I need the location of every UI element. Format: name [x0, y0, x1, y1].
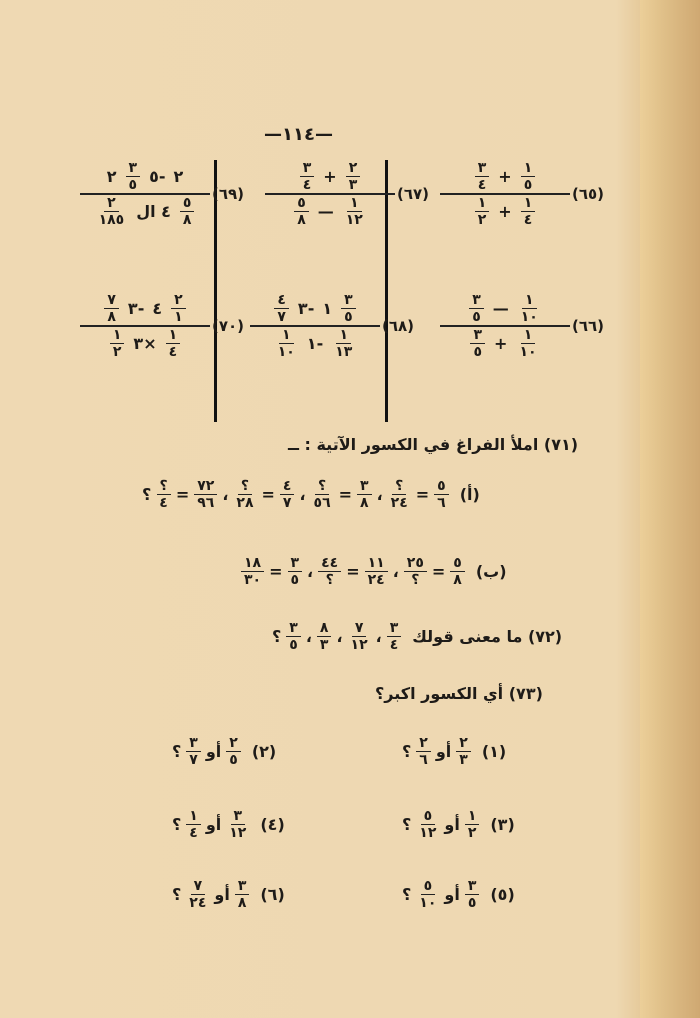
problem-number: (٦٦): [572, 316, 605, 335]
operator: ،: [336, 627, 343, 646]
numerator: ٧: [191, 878, 206, 895]
term: ×٣: [133, 333, 157, 353]
problem-number: (٧٠): [212, 316, 245, 335]
denominator: ١٢: [350, 637, 368, 653]
fraction: [416, 808, 439, 841]
denominator: ٤: [159, 495, 168, 511]
numerator: ٣: [387, 620, 402, 637]
denominator: ١٠: [277, 343, 295, 360]
operator: ،: [375, 627, 382, 646]
book-spine-edge: [640, 0, 700, 1018]
denominator: ٣: [348, 177, 358, 193]
fraction-stack: [265, 160, 395, 228]
operator: =: [261, 485, 275, 504]
operator: ،: [307, 562, 314, 581]
fraction-stack: [440, 160, 570, 228]
fraction: [317, 620, 332, 653]
problem-number: (٦٩): [212, 184, 245, 203]
operator: =: [175, 485, 190, 504]
denominator: ٥: [472, 309, 481, 325]
term: -١: [306, 333, 324, 353]
denominator: ٤: [523, 211, 533, 228]
denominator: ٥: [290, 572, 300, 588]
denominator: ٨: [182, 211, 192, 228]
numerator: ٣: [231, 808, 246, 825]
numerator-expression: [472, 160, 539, 193]
q71-title: (٧١) املأ الفراغ في الكسور الآتية : ــ: [288, 435, 579, 454]
numerator-expression: [105, 160, 185, 193]
numerator: ٣: [470, 327, 485, 344]
fraction: [388, 478, 411, 511]
numerator: ؟: [315, 478, 329, 495]
term: ٤: [152, 299, 163, 318]
numerator: ٢: [171, 292, 186, 309]
operator: =: [415, 485, 430, 504]
denominator-expression: [107, 327, 183, 360]
fraction: [226, 808, 249, 841]
denominator: ٨: [237, 895, 247, 911]
denominator: ٤: [477, 177, 487, 193]
fraction: [233, 478, 256, 511]
denominator: ٩٦: [197, 495, 215, 511]
denominator: ٢٤: [367, 572, 385, 588]
term: +: [498, 201, 512, 221]
numerator: ١: [465, 808, 480, 825]
numerator: ٣: [469, 292, 484, 309]
denominator: ٥: [128, 177, 138, 193]
fraction: [341, 292, 356, 325]
fraction: [470, 327, 485, 360]
fraction: [348, 620, 371, 653]
question-mark: ؟: [172, 815, 182, 834]
denominator: ٥: [473, 343, 483, 360]
fraction: [346, 160, 361, 193]
denominator: ٢٨: [236, 495, 254, 511]
fraction: [171, 292, 186, 325]
complex-fraction-69: [80, 160, 244, 228]
numerator: ٤٤: [318, 555, 341, 572]
denominator: ٧: [282, 495, 292, 511]
or-word: أو: [444, 885, 460, 904]
fraction: [186, 878, 209, 911]
numerator: ٥: [180, 195, 195, 212]
numerator: ؟: [238, 478, 252, 495]
numerator: ٣: [357, 478, 372, 495]
numerator: ٥: [421, 808, 436, 825]
question-mark: ؟: [172, 742, 182, 761]
fraction: [280, 478, 295, 511]
q73-title: (٧٣) أي الكسور اكبر؟: [375, 684, 543, 703]
operator: ،: [392, 562, 399, 581]
numerator: ٣: [475, 160, 490, 177]
fraction: [475, 195, 490, 228]
operator: =: [269, 562, 283, 581]
fraction: [186, 808, 201, 841]
term: +: [494, 333, 508, 353]
fraction: [521, 160, 536, 193]
page-number: —١١٤—: [264, 124, 333, 145]
numerator: ٧٢: [194, 478, 217, 495]
or-word: أو: [444, 815, 460, 834]
numerator: ٧: [352, 620, 367, 637]
q71-part-b: [238, 555, 507, 588]
question-mark: ؟: [172, 885, 182, 904]
denominator: ٨: [297, 211, 306, 228]
numerator: ٤: [280, 478, 295, 495]
numerator: ١: [475, 195, 490, 212]
q72-label: (٧٢) ما معنى قولك: [412, 627, 563, 646]
fraction: [516, 327, 539, 360]
operator: =: [338, 485, 353, 504]
fraction: [166, 327, 181, 360]
numerator: ١: [110, 327, 125, 344]
denominator: ١٢: [419, 825, 437, 841]
fraction: [318, 555, 341, 588]
numerator: ٥: [421, 878, 436, 895]
term: ١: [322, 299, 333, 318]
numerator: ٥: [450, 555, 465, 572]
numerator-expression: [271, 292, 358, 325]
denominator: ٨: [453, 572, 462, 588]
operator: ،: [305, 627, 312, 646]
numerator: ١٨: [241, 555, 264, 572]
denominator: ٢: [467, 825, 477, 841]
denominator: ٢٤: [390, 495, 408, 511]
denominator: ؟: [325, 572, 334, 588]
part-label: (ب): [475, 562, 507, 581]
numerator: ٣: [235, 878, 250, 895]
item-number: (٣): [490, 815, 515, 834]
q73-item-6: [170, 878, 285, 911]
fraction: [226, 735, 241, 768]
question-mark: ؟: [402, 885, 412, 904]
denominator: ٣٠: [244, 572, 262, 588]
numerator: ٢: [104, 195, 119, 212]
numerator: ١: [521, 327, 536, 344]
numerator: ٤: [274, 292, 289, 309]
denominator-expression: [472, 195, 539, 228]
complex-fraction-65: [440, 160, 604, 228]
fraction: [332, 327, 355, 360]
term: ٢: [106, 167, 117, 186]
term: +: [498, 167, 512, 186]
fraction: [126, 160, 141, 193]
problem-number: (٦٨): [382, 316, 415, 335]
question-mark: ؟: [142, 485, 152, 504]
operator: ،: [376, 485, 383, 504]
numerator: ٢: [456, 735, 471, 752]
term: ٤ ال: [136, 201, 171, 221]
denominator: ٥: [289, 637, 298, 653]
q73-item-1: [400, 735, 506, 768]
fraction: [387, 620, 402, 653]
denominator: ٨: [360, 495, 369, 511]
complex-fraction-68: [250, 292, 414, 360]
denominator-expression: [93, 195, 198, 228]
denominator: ٥: [229, 752, 238, 768]
fraction: [404, 555, 427, 588]
denominator: ٢٤: [189, 895, 207, 911]
item-number: (٢): [251, 742, 277, 761]
part-label: (أ): [459, 485, 480, 504]
term: —: [317, 201, 334, 221]
fraction: [343, 195, 366, 228]
numerator: ٧: [104, 292, 119, 309]
numerator: ٢: [226, 735, 241, 752]
question-mark: ؟: [402, 742, 412, 761]
question-mark: ؟: [402, 815, 412, 834]
numerator: ١: [521, 160, 536, 177]
denominator: ٣: [459, 752, 468, 768]
numerator-expression: [101, 292, 188, 325]
denominator: ٤: [168, 343, 178, 360]
numerator: ١: [279, 327, 294, 344]
fraction: [434, 478, 449, 511]
denominator-expression: [467, 327, 542, 360]
fraction: [235, 878, 250, 911]
numerator: ؟: [157, 478, 171, 495]
fraction: [104, 292, 119, 325]
numerator: ١: [186, 808, 201, 825]
numerator: ٣: [186, 735, 201, 752]
fraction: [450, 555, 465, 588]
numerator: ٣: [300, 160, 315, 177]
fraction: [194, 478, 217, 511]
numerator: ٣: [286, 620, 301, 637]
fraction: [357, 478, 372, 511]
fraction: [294, 195, 309, 228]
item-number: (٤): [260, 815, 285, 834]
denominator: ٥٦: [313, 495, 331, 511]
numerator: ٣: [341, 292, 356, 309]
denominator: ٨: [107, 309, 116, 325]
or-word: أو: [205, 742, 222, 761]
q72-line: [270, 620, 562, 653]
or-word: أو: [205, 815, 222, 834]
denominator: ١٠: [520, 309, 538, 325]
denominator: ٥: [344, 309, 353, 325]
denominator: ٢: [477, 211, 487, 228]
fraction-stack: [80, 160, 210, 228]
denominator: ٦: [437, 495, 446, 511]
item-number: (١): [481, 742, 507, 761]
fraction: [456, 735, 471, 768]
fraction: [300, 160, 315, 193]
fraction: [311, 478, 334, 511]
fraction-stack: [80, 292, 210, 360]
fraction: [465, 878, 480, 911]
term: -٣: [297, 299, 315, 318]
term: +: [323, 167, 337, 186]
fraction: [475, 160, 490, 193]
q71-part-a: [140, 478, 480, 511]
fraction: [96, 195, 128, 228]
denominator: ٧: [189, 752, 198, 768]
operator: ،: [222, 485, 229, 504]
or-word: أو: [435, 742, 452, 761]
fraction: [241, 555, 264, 588]
numerator: ٨: [317, 620, 332, 637]
operator: ،: [299, 485, 306, 504]
numerator: ٣: [288, 555, 303, 572]
denominator: ١٠: [519, 343, 537, 360]
denominator: ٣: [319, 637, 329, 653]
denominator: ١: [174, 309, 183, 325]
complex-fraction-67: [265, 160, 429, 228]
numerator: ٢٥: [404, 555, 427, 572]
fraction: [521, 195, 536, 228]
denominator: ٤: [389, 637, 399, 653]
fraction-stack: [250, 292, 380, 360]
operator: =: [431, 562, 446, 581]
complex-fraction-70: [80, 292, 244, 360]
numerator-expression: [466, 292, 544, 325]
q73-item-5: [400, 878, 515, 911]
denominator: ٧: [277, 309, 286, 325]
fraction: [518, 292, 541, 325]
complex-fraction-66: [440, 292, 604, 360]
q73-item-2: [170, 735, 276, 768]
operator: =: [346, 562, 360, 581]
numerator: ٥: [434, 478, 449, 495]
numerator: ١: [166, 327, 181, 344]
q73-item-4: [170, 808, 285, 841]
term: —: [492, 299, 509, 318]
denominator-expression: [291, 195, 369, 228]
numerator: ٣: [126, 160, 141, 177]
numerator: ١: [347, 195, 362, 212]
or-word: أو: [214, 885, 230, 904]
numerator: ٢: [416, 735, 431, 752]
fraction: [110, 327, 125, 360]
denominator-expression: [272, 327, 359, 360]
numerator: ٢: [346, 160, 361, 177]
denominator: ٢: [112, 343, 122, 360]
term: -٥: [149, 167, 166, 186]
denominator: ٥: [523, 177, 533, 193]
denominator: ١٢: [229, 825, 247, 841]
numerator: ٣: [465, 878, 480, 895]
denominator: ؟: [411, 572, 420, 588]
term: ٢: [173, 167, 184, 186]
fraction: [365, 555, 388, 588]
question-mark: ؟: [272, 627, 282, 646]
numerator-expression: [297, 160, 364, 193]
fraction: [465, 808, 480, 841]
fraction: [274, 292, 289, 325]
numerator: ؟: [392, 478, 406, 495]
term: -٣: [127, 299, 145, 318]
item-number: (٥): [490, 885, 515, 904]
denominator: ٤: [302, 177, 312, 193]
fraction: [275, 327, 298, 360]
problem-number: (٦٧): [397, 184, 430, 203]
denominator: ١٨٥: [98, 211, 125, 228]
denominator: ٦: [419, 752, 428, 768]
item-number: (٦): [260, 885, 285, 904]
fraction: [416, 878, 439, 911]
numerator: ١: [522, 292, 537, 309]
denominator: ٥: [467, 895, 477, 911]
denominator: ١٠: [419, 895, 437, 911]
fraction: [286, 620, 301, 653]
numerator: ١: [336, 327, 351, 344]
numerator: ١: [521, 195, 536, 212]
denominator: ١٣: [335, 343, 353, 360]
fraction: [416, 735, 431, 768]
q73-item-3: [400, 808, 515, 841]
fraction: [469, 292, 484, 325]
fraction: [180, 195, 195, 228]
denominator: ٤: [189, 825, 198, 841]
fraction: [288, 555, 303, 588]
fraction-stack: [440, 292, 570, 360]
fraction: [156, 478, 171, 511]
problem-number: (٦٥): [572, 184, 605, 203]
numerator: ١١: [365, 555, 388, 572]
fraction: [186, 735, 201, 768]
denominator: ١٢: [345, 211, 363, 228]
numerator: ٥: [294, 195, 309, 212]
